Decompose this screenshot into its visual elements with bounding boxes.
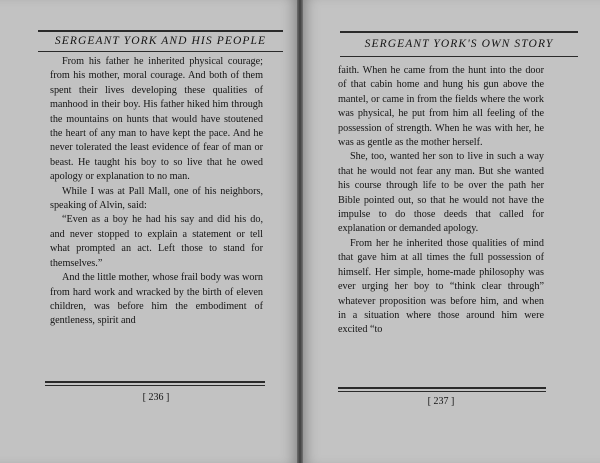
- right-page: [303, 0, 600, 463]
- footer-rule-top: [338, 387, 546, 389]
- header-rule-bottom: [340, 56, 578, 57]
- paragraph: She, too, wanted her son to live in such a way that he would not fear any man. But she wanted his course through life to be over the path her Bible pointed out, so that he would not have the impulse to do those deeds that called for explanation or demanded apology.: [338, 151, 544, 235]
- running-head-right: SERGEANT YORK'S OWN STORY: [364, 38, 554, 50]
- page-number-right: [ 237 ]: [427, 396, 455, 407]
- page-number-left: [ 236 ]: [142, 392, 170, 403]
- running-head-left: SERGEANT YORK AND HIS PEOPLE: [54, 35, 267, 47]
- paragraph: While I was at Pall Mall, one of his neighbors, speaking of Alvin, said:: [50, 185, 263, 212]
- left-page: [0, 0, 297, 463]
- header-rule-top: [340, 31, 578, 33]
- paragraph: From his father he inherited physical courage; from his mother, moral courage. And both of them spent their lives developing these qualities of manhood in their boy. His father hiked him through the mountains on hunts that would have stoutened the heart of any man to have kept the pace. And he never tolerated the least evidence of fear of man or beast. He taught his boy to so live that he owed apology or explanation to no man.: [50, 56, 263, 183]
- header-rule-top: [38, 30, 283, 32]
- footer-rule-top: [45, 381, 265, 383]
- header-rule-bottom: [38, 51, 283, 52]
- footer-rule-bottom: [45, 385, 265, 386]
- left-page-body: [50, 55, 263, 329]
- right-page-body: [338, 64, 544, 338]
- paragraph: “Even as a boy he had his say and did his do, and never stopped to explain a statement or tell what prompted an act. Left those to stand for themselves.”: [50, 214, 263, 269]
- paragraph: faith. When he came from the hunt into the door of that cabin home and hung his gun above the mantel, or came in from the fields where the work was physical, he put from him all feeling of the possession of strength. When he was with her, he was as gentle as the mother herself.: [338, 65, 544, 149]
- paragraph: And the little mother, whose frail body was worn from hard work and wracked by the birth of eleven children, was before him the embodiment of gentleness, spirit and: [50, 272, 263, 327]
- footer-rule-bottom: [338, 391, 546, 392]
- paragraph: From her he inherited those qualities of mind that gave him at all times the full possession of himself. Her simple, home-made philosophy was ever urging her boy to “think clear through” whatever proposition was before him, and when in a situation where those around him were excited “to: [338, 237, 544, 336]
